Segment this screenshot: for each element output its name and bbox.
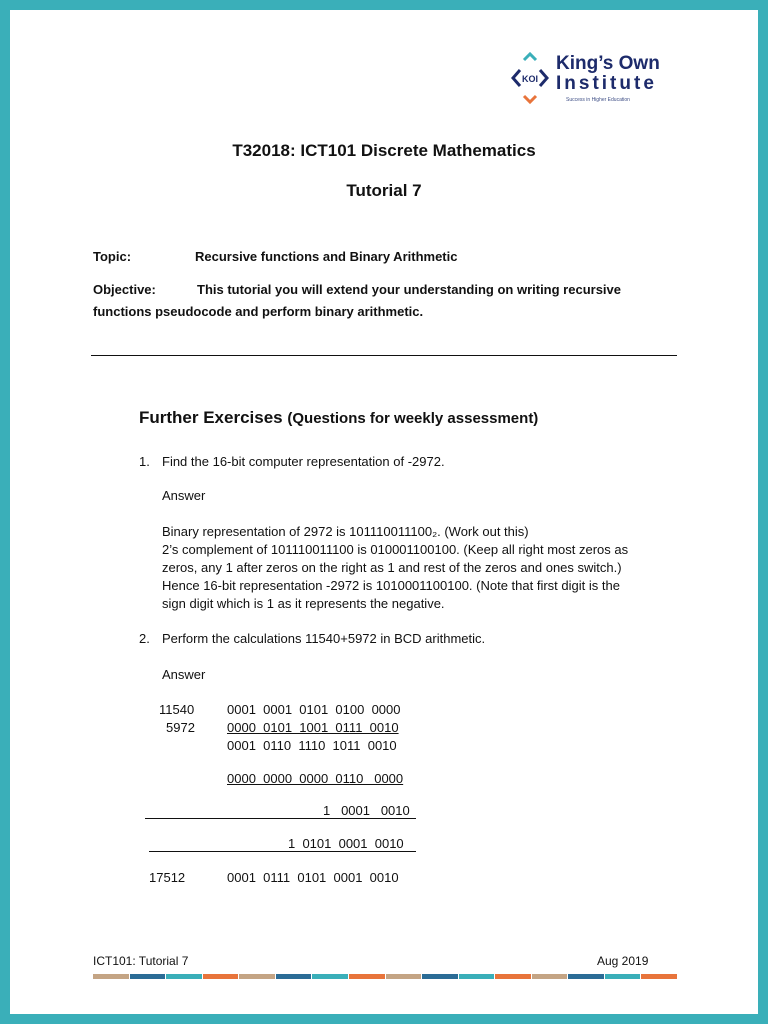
stripe-segment	[568, 974, 604, 979]
q1-answer-line: sign digit which is 1 as it represents the negative.	[162, 596, 445, 611]
course-title: T32018: ICT101 Discrete Mathematics	[232, 141, 536, 160]
q1-question: Find the 16-bit computer representation of -2972.	[162, 454, 445, 469]
q1-answer-label: Answer	[162, 488, 206, 503]
bcd-row-bits: 1 0001 0010	[323, 803, 410, 818]
exercises-heading	[139, 408, 538, 428]
koi-badge-icon	[510, 52, 550, 106]
q2-number: 2.	[139, 631, 150, 646]
bcd-row-bits: 0000 0000 0000 0110 0000	[227, 771, 404, 786]
q2-question: Perform the calculations 11540+5972 in BCD arithmetic.	[162, 631, 486, 646]
stripe-segment	[641, 974, 677, 979]
stripe-segment	[605, 974, 641, 979]
header-divider	[91, 355, 677, 356]
q2-answer-label: Answer	[162, 667, 206, 682]
q1-answer-line: Hence 16-bit representation -2972 is 1010001100100. (Note that first digit is the	[162, 578, 620, 593]
q1-number: 1.	[139, 454, 150, 469]
bcd-row-bits: 0000 0101 1001 0111 0010	[227, 720, 399, 735]
stripe-segment	[386, 974, 422, 979]
bcd-row-bits: 0001 0111 0101 0001 0010	[227, 870, 399, 885]
stripe-segment	[239, 974, 275, 979]
objective-line-1: This tutorial you will extend your understanding on writing recursive	[197, 282, 621, 297]
sum-underline	[149, 851, 416, 852]
footer-right: Aug 2019	[597, 954, 649, 968]
bcd-row-bits: 0001 0001 0101 0100 0000	[227, 702, 401, 717]
bcd-row-label: 11540	[159, 702, 195, 717]
topic-value: Recursive functions and Binary Arithmetic	[195, 249, 458, 264]
stripe-segment	[312, 974, 348, 979]
bcd-row-label: 17512	[149, 870, 186, 885]
bcd-row-label: 5972	[166, 720, 195, 735]
logo-institute: Institute	[556, 73, 657, 94]
stripe-segment	[422, 974, 458, 979]
stripe-segment	[349, 974, 385, 979]
objective-line-2: functions pseudocode and perform binary arithmetic.	[93, 304, 424, 319]
stripe-segment	[532, 974, 568, 979]
logo-name: King’s Own	[556, 53, 660, 74]
stripe-segment	[93, 974, 129, 979]
q1-answer-line: 2’s complement of 101110011100 is 010001100100. (Keep all right most zeros as	[162, 542, 629, 557]
logo-tagline: Success in Higher Education	[566, 97, 630, 103]
stripe-segment	[459, 974, 495, 979]
institute-logo	[510, 50, 680, 112]
document-page	[10, 10, 758, 1014]
bcd-row-bits: 0001 0110 1110 1011 0010	[227, 738, 397, 753]
stripe-segment	[495, 974, 531, 979]
topic-label: Topic:	[93, 249, 132, 264]
footer-stripe-bar	[93, 974, 677, 979]
stripe-segment	[203, 974, 239, 979]
footer-left: ICT101: Tutorial 7	[93, 954, 189, 968]
stripe-segment	[130, 974, 166, 979]
exercises-subheading: (Questions for weekly assessment)	[287, 410, 539, 427]
tutorial-title: Tutorial 7	[346, 181, 422, 200]
exercises-heading-text: Further Exercises	[139, 408, 283, 427]
q1-answer-line: zeros, any 1 after zeros on the right as 1 and rest of the zeros and ones switch.)	[162, 560, 622, 575]
bcd-row-bits: 1 0101 0001 0010	[288, 836, 404, 851]
stripe-segment	[276, 974, 312, 979]
stripe-segment	[166, 974, 202, 979]
objective-label: Objective:	[93, 282, 156, 297]
sum-underline	[145, 818, 416, 819]
logo-badge-text: KOI	[521, 74, 539, 84]
q1-answer-line: Binary representation of 2972 is 101110011100₂. (Work out this)	[162, 524, 529, 539]
